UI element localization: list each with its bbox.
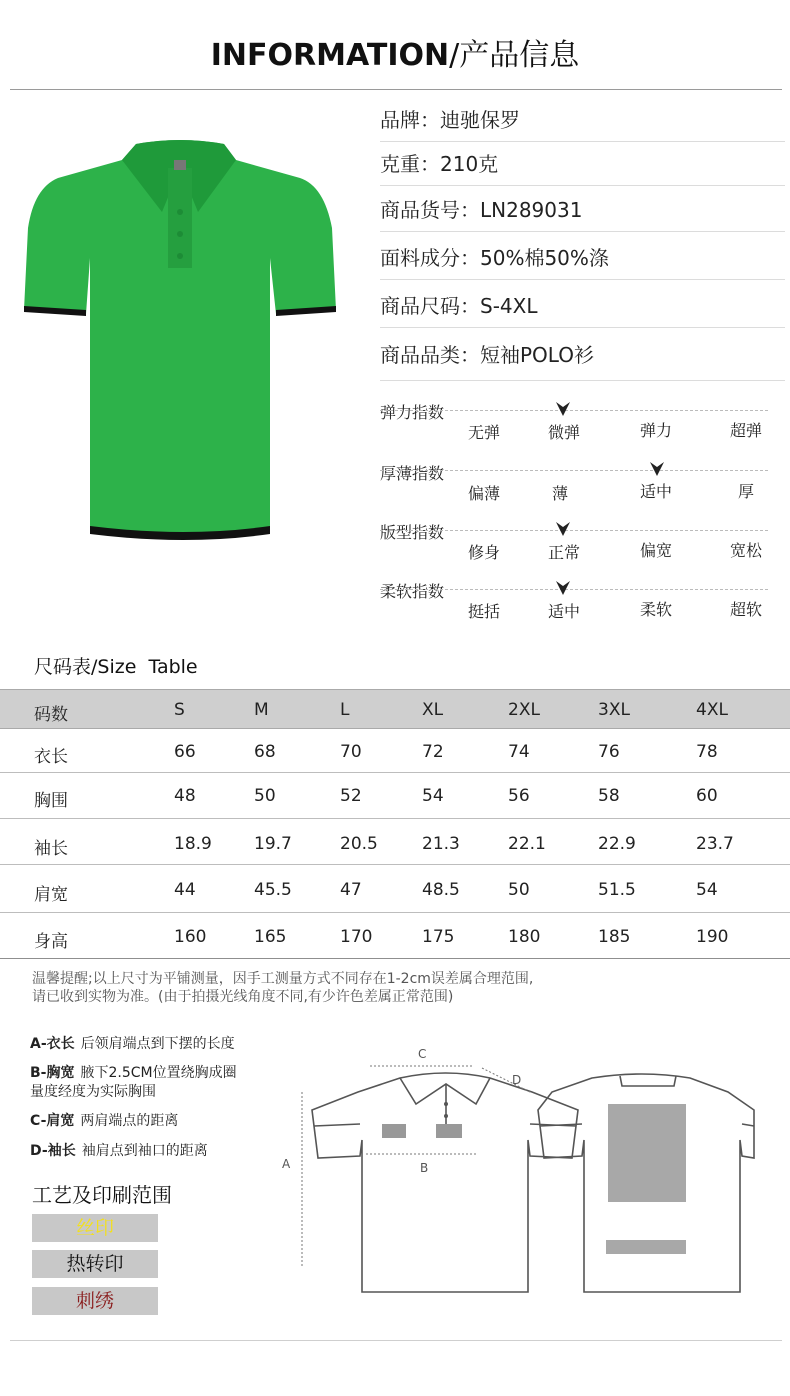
size-table-cell: 78 <box>696 742 718 762</box>
size-table-cell: 165 <box>254 927 287 947</box>
size-table-cell: 190 <box>696 927 729 947</box>
size-table-cell: 47 <box>340 880 362 900</box>
selected-marker-icon <box>556 581 570 595</box>
footer-divider <box>10 1340 782 1341</box>
size-table-cell: 胸围 <box>34 791 68 811</box>
definition-shoulder: C-肩宽 两肩端点的距离 <box>30 1113 179 1129</box>
size-table-cell: 肩宽 <box>34 885 68 905</box>
definition-chest-note: 量度经度为实际胸围 <box>30 1084 156 1100</box>
size-table-cell: 74 <box>508 742 530 762</box>
spec-divider <box>380 380 785 381</box>
spec-category: 商品品类：短袖POLO衫 <box>380 343 594 367</box>
selected-marker-icon <box>650 462 664 476</box>
size-table-cell: 58 <box>598 786 620 806</box>
size-table-cell: 50 <box>254 786 276 806</box>
size-table-cell: 185 <box>598 927 631 947</box>
size-table-cell: 66 <box>174 742 196 762</box>
size-table-cell: 54 <box>422 786 444 806</box>
size-table-cell: 18.9 <box>174 834 212 854</box>
size-table-row-divider <box>0 912 790 913</box>
size-table-cell: 76 <box>598 742 620 762</box>
size-table-header-cell: S <box>174 700 185 720</box>
size-table-cell: 70 <box>340 742 362 762</box>
size-table-cell: 22.9 <box>598 834 636 854</box>
size-table-cell: 68 <box>254 742 276 762</box>
size-table-cell: 52 <box>340 786 362 806</box>
craft-embroidery: 刺绣 <box>32 1287 158 1315</box>
size-table-cell: 170 <box>340 927 373 947</box>
size-table-cell: 180 <box>508 927 541 947</box>
size-table-cell: 19.7 <box>254 834 292 854</box>
diagram-label-c: C <box>418 1047 427 1061</box>
size-table-cell: 50 <box>508 880 530 900</box>
page-title: INFORMATION/产品信息 <box>210 38 580 73</box>
size-table-row-divider <box>0 864 790 865</box>
size-table-bottom-border <box>0 958 790 959</box>
size-table-header-cell: M <box>254 700 269 720</box>
size-table-cell: 20.5 <box>340 834 378 854</box>
size-table-cell: 21.3 <box>422 834 460 854</box>
size-table-cell: 23.7 <box>696 834 734 854</box>
size-table-cell: 54 <box>696 880 718 900</box>
definition-length: A-衣长 后领肩端点到下摆的长度 <box>30 1036 235 1052</box>
diagram-label-d: D <box>512 1073 522 1087</box>
spec-weight: 克重：210克 <box>380 142 785 186</box>
size-table-cell: 袖长 <box>34 839 68 859</box>
size-table-row-divider <box>0 818 790 819</box>
size-table-header-cell: L <box>340 700 350 720</box>
spec-fabric: 面料成分：50%棉50%涤 <box>380 236 785 280</box>
size-table-cell: 175 <box>422 927 455 947</box>
size-table-cell: 72 <box>422 742 444 762</box>
size-table-cell: 45.5 <box>254 880 292 900</box>
size-note-line: 温馨提醒;以上尺寸为平铺测量，因手工测量方式不同存在1-2cm误差属合理范围, <box>32 971 534 987</box>
craft-title: 工艺及印刷范围 <box>32 1183 172 1207</box>
size-table-cell: 160 <box>174 927 207 947</box>
craft-silkscreen: 丝印 <box>32 1214 158 1242</box>
definition-sleeve: D-袖长 袖肩点到袖口的距离 <box>30 1143 208 1159</box>
craft-heat-transfer: 热转印 <box>32 1250 158 1278</box>
size-table-cell: 48 <box>174 786 196 806</box>
size-table-title: 尺码表/Size Table <box>34 656 198 678</box>
size-table-header-cell: 3XL <box>598 700 630 720</box>
definition-chest: B-胸宽 腋下2.5CM位置绕胸成圈 <box>30 1065 237 1081</box>
measurement-diagram <box>270 1030 780 1320</box>
diagram-label-a: A <box>282 1157 291 1171</box>
size-table-cell: 60 <box>696 786 718 806</box>
size-table-cell: 44 <box>174 880 196 900</box>
size-table-header-cell: 4XL <box>696 700 728 720</box>
spec-item-number: 商品货号：LN289031 <box>380 188 785 232</box>
size-table-row-divider <box>0 772 790 773</box>
size-table-header-cell: 码数 <box>34 705 68 725</box>
size-table-cell: 身高 <box>34 932 68 952</box>
size-table-cell: 56 <box>508 786 530 806</box>
size-note-line: 请已收到实物为准。(由于拍摄光线角度不同,有少许色差属正常范围) <box>32 989 454 1005</box>
size-table-header <box>0 689 790 729</box>
size-table-cell: 51.5 <box>598 880 636 900</box>
diagram-label-b: B <box>420 1161 429 1175</box>
polo-shirt-image <box>18 138 348 548</box>
header-divider <box>10 89 782 90</box>
spec-brand: 品牌：迪驰保罗 <box>380 98 785 142</box>
size-table-cell: 48.5 <box>422 880 460 900</box>
selected-marker-icon <box>556 402 570 416</box>
size-table-cell: 22.1 <box>508 834 546 854</box>
size-table-header-cell: 2XL <box>508 700 540 720</box>
size-table-header-cell: XL <box>422 700 444 720</box>
spec-size-range: 商品尺码：S-4XL <box>380 284 785 328</box>
size-table-cell: 衣长 <box>34 747 68 767</box>
selected-marker-icon <box>556 522 570 536</box>
